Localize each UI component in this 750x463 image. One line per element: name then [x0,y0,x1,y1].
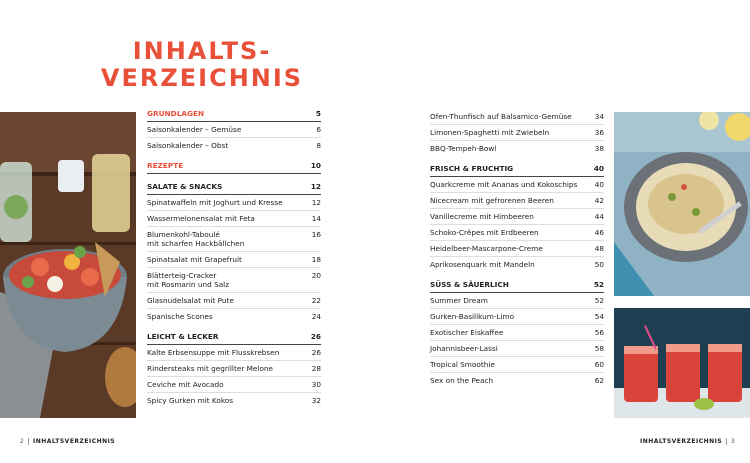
page-number-right: 3 [730,438,736,445]
toc-entry-label: SALATE & SNACKS [147,182,223,191]
toc-entry-label: Spicy Gurken mit Kokos [147,396,234,405]
toc-section-heading[interactable] [147,332,321,345]
toc-entry-label: REZEPTE [147,161,184,170]
title-line-2: VERZEICHNIS [100,64,304,92]
toc-entry-label: Summer Dream [430,296,488,305]
toc-entry-label: Heidelbeer-Mascarpone-Creme [430,244,543,253]
toc-entry-page: 62 [594,376,604,385]
toc-entry-label: Spinatsalat mit Grapefruit [147,255,242,264]
toc-entry-label: Quarkcreme mit Ananas und Kokoschips [430,180,578,189]
toc-entry-page: 6 [316,125,321,134]
toc-entry[interactable] [147,122,321,138]
toc-entry-page: 58 [594,344,604,353]
toc-entry-page: 38 [594,144,604,153]
toc-entry-label: SÜSS & SÄUERLICH [430,280,509,289]
toc-entry-label: Spinatwaffeln mit Joghurt und Kresse [147,198,283,207]
toc-entry-label: Rindersteaks mit gegrillter Melone [147,364,274,373]
toc-entry[interactable] [430,241,604,257]
toc-entry-page: 56 [594,328,604,337]
toc-entry-page: 22 [311,296,321,305]
toc-entry-page: 46 [594,228,604,237]
toc-entry-page: 44 [594,212,604,221]
toc-entry[interactable] [147,345,321,361]
toc-entry-label: Saisonkalender – Gemüse [147,125,242,134]
toc-entry-label: GRUNDLAGEN [147,109,205,118]
toc-entry-page: 28 [311,364,321,373]
toc-entry[interactable] [147,138,321,153]
section-gap [147,174,321,182]
toc-entry-page: 12 [311,198,321,207]
toc-entry[interactable] [147,393,321,408]
toc-entry-label: Johannisbeer-Lassi [430,344,498,353]
toc-entry[interactable] [147,293,321,309]
toc-entry[interactable] [147,361,321,377]
toc-left-column [147,109,321,408]
toc-entry-label: LEICHT & LECKER [147,332,219,341]
toc-entry-label: Limonen-Spaghetti mit Zwiebeln [430,128,550,137]
toc-entry[interactable] [430,293,604,309]
footer-left [20,438,115,445]
toc-entry-page: 40 [593,164,604,173]
toc-section-heading[interactable] [147,109,321,122]
toc-entry-label: Aprikosenquark mit Mandeln [430,260,535,269]
section-gap [430,272,604,280]
toc-entry[interactable] [430,109,604,125]
toc-entry[interactable] [147,211,321,227]
toc-section-heading[interactable] [147,161,321,174]
toc-entry[interactable] [430,141,604,156]
toc-entry-label: Spanische Scones [147,312,213,321]
toc-entry[interactable] [430,309,604,325]
toc-entry-page: 26 [311,348,321,357]
toc-entry[interactable] [430,341,604,357]
toc-right-column [430,109,604,388]
toc-entry[interactable] [147,252,321,268]
toc-entry[interactable] [430,357,604,373]
toc-section-heading[interactable] [147,182,321,195]
toc-entry-page: 52 [594,296,604,305]
toc-entry-label: Saisonkalender – Obst [147,141,229,150]
toc-entry-label: Wassermelonensalat mit Feta [147,214,255,223]
toc-entry-label: BBQ-Tempeh-Bowl [430,144,497,153]
toc-entry[interactable] [430,225,604,241]
toc-entry-page: 18 [311,255,321,264]
toc-entry-label: Kalte Erbsensuppe mit Flusskrebsen [147,348,280,357]
toc-entry-page: 34 [594,112,604,121]
toc-entry[interactable] [147,227,321,252]
page-number-left: 2 [20,438,25,445]
toc-entry-label: Vanillecreme mit Himbeeren [430,212,534,221]
footer-divider [28,438,29,445]
toc-entry[interactable] [430,177,604,193]
toc-entry[interactable] [430,125,604,141]
toc-entry-page: 48 [594,244,604,253]
footer-right [640,438,735,445]
toc-entry-page: 32 [311,396,321,405]
toc-entry-page: 12 [310,182,321,191]
toc-entry[interactable] [147,195,321,211]
toc-entry-page: 54 [594,312,604,321]
title-line-1: INHALTS- [132,37,272,65]
toc-entry-label: Glasnudelsalat mit Pute [147,296,234,305]
toc-entry-page: 42 [594,196,604,205]
toc-entry-page: 16 [311,230,321,239]
toc-entry-page: 24 [311,312,321,321]
toc-section-heading[interactable] [430,280,604,293]
toc-entry-page: 26 [310,332,321,341]
toc-section-heading[interactable] [430,164,604,177]
toc-entry-page: 14 [311,214,321,223]
toc-entry-page: 50 [594,260,604,269]
toc-entry-label: Ofen-Thunfisch auf Balsamico-Gemüse [430,112,572,121]
toc-entry[interactable] [430,373,604,388]
toc-entry[interactable] [147,309,321,324]
toc-entry-label: Ceviche mit Avocado [147,380,224,389]
footer-right-text: INHALTSVERZEICHNIS [640,438,723,445]
toc-entry-label: Gurken-Basilikum-Limo [430,312,515,321]
pasta-photo [614,112,750,296]
toc-entry[interactable] [430,325,604,341]
toc-entry-label: Tropical Smoothie [430,360,495,369]
toc-entry[interactable] [147,268,321,293]
toc-entry-page: 5 [315,109,321,118]
toc-entry-label: Exotischer Eiskaffee [430,328,504,337]
toc-entry-label: FRISCH & FRUCHTIG [430,164,514,173]
footer-left-text: INHALTSVERZEICHNIS [33,438,116,445]
drinks-photo [614,308,750,418]
toc-entry-page: 10 [310,161,321,170]
toc-entry[interactable] [430,209,604,225]
section-gap [147,324,321,332]
footer-divider [726,438,727,445]
toc-entry-label: Nicecream mit gefrorenen Beeren [430,196,554,205]
toc-entry-page: 20 [311,271,321,280]
toc-entry-label: Schoko-Crêpes mit Erdbeeren [430,228,539,237]
toc-entry-page: 36 [594,128,604,137]
toc-entry[interactable] [147,377,321,393]
toc-entry-page: 8 [316,141,321,150]
toc-entry-label: Sex on the Peach [430,376,494,385]
section-gap [147,153,321,161]
toc-entry-page: 52 [593,280,604,289]
toc-entry[interactable] [430,193,604,209]
toc-entry-label: Blätterteig-Cracker mit Rosmarin und Salz [147,271,230,289]
toc-entry-label: Blumenkohl-Taboulé mit scharfen Hackbällchen [147,230,245,248]
toc-entry-page: 40 [594,180,604,189]
toc-entry[interactable] [430,257,604,272]
toc-entry-page: 60 [594,360,604,369]
salad-photo [0,112,136,418]
toc-entry-page: 30 [311,380,321,389]
section-gap [430,156,604,164]
page-title [92,38,312,92]
